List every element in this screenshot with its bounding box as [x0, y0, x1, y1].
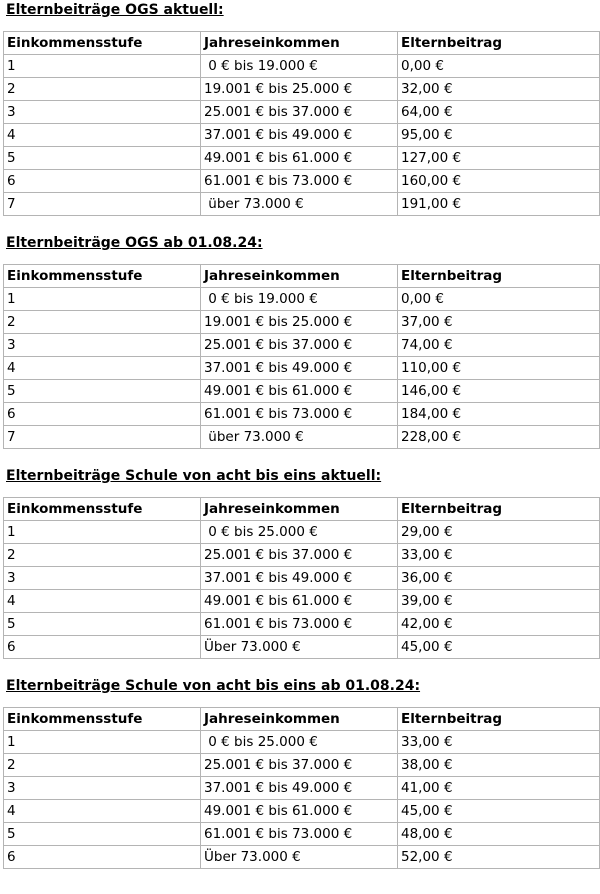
annual-income-cell: 49.001 € bis 61.000 € [201, 590, 398, 613]
income-level-cell: 6 [4, 403, 201, 426]
header-income-level: Einkommensstufe [4, 498, 201, 521]
header-parent-fee: Elternbeitrag [398, 498, 600, 521]
income-level-cell: 4 [4, 590, 201, 613]
table-row [4, 55, 600, 78]
parent-fee-cell: 184,00 € [398, 403, 600, 426]
table-row [4, 544, 600, 567]
header-income-level: Einkommensstufe [4, 708, 201, 731]
header-income-level: Einkommensstufe [4, 32, 201, 55]
income-level-cell: 3 [4, 777, 201, 800]
fee-table [3, 497, 600, 659]
parent-fee-cell: 48,00 € [398, 823, 600, 846]
table-row [4, 357, 600, 380]
fee-table [3, 707, 600, 869]
table-row [4, 78, 600, 101]
annual-income-cell: 61.001 € bis 73.000 € [201, 823, 398, 846]
parent-fee-cell: 38,00 € [398, 754, 600, 777]
table-row [4, 193, 600, 216]
section-title: Elternbeiträge Schule von acht bis eins aktuell: [6, 468, 382, 484]
income-level-cell: 7 [4, 193, 201, 216]
annual-income-cell: 19.001 € bis 25.000 € [201, 311, 398, 334]
table-row [4, 613, 600, 636]
section-title: Elternbeiträge OGS ab 01.08.24: [6, 235, 263, 251]
annual-income-cell: über 73.000 € [201, 426, 398, 449]
table-row [4, 521, 600, 544]
income-level-cell: 1 [4, 55, 201, 78]
header-annual-income: Jahreseinkommen [201, 498, 398, 521]
annual-income-cell: 61.001 € bis 73.000 € [201, 170, 398, 193]
annual-income-cell: 61.001 € bis 73.000 € [201, 403, 398, 426]
annual-income-cell: 49.001 € bis 61.000 € [201, 800, 398, 823]
annual-income-cell: 37.001 € bis 49.000 € [201, 357, 398, 380]
parent-fee-cell: 29,00 € [398, 521, 600, 544]
income-level-cell: 6 [4, 170, 201, 193]
table-row [4, 334, 600, 357]
parent-fee-cell: 33,00 € [398, 731, 600, 754]
fee-table [3, 31, 600, 216]
table-row [4, 823, 600, 846]
income-level-cell: 3 [4, 567, 201, 590]
annual-income-cell: 25.001 € bis 37.000 € [201, 334, 398, 357]
parent-fee-cell: 228,00 € [398, 426, 600, 449]
header-annual-income: Jahreseinkommen [201, 265, 398, 288]
income-level-cell: 6 [4, 846, 201, 869]
parent-fee-cell: 32,00 € [398, 78, 600, 101]
table-row [4, 101, 600, 124]
parent-fee-cell: 146,00 € [398, 380, 600, 403]
table-header-row [4, 708, 600, 731]
annual-income-cell: über 73.000 € [201, 193, 398, 216]
table-row [4, 170, 600, 193]
income-level-cell: 6 [4, 636, 201, 659]
annual-income-cell: 0 € bis 19.000 € [201, 55, 398, 78]
income-level-cell: 2 [4, 754, 201, 777]
parent-fee-cell: 64,00 € [398, 101, 600, 124]
annual-income-cell: 0 € bis 25.000 € [201, 521, 398, 544]
income-level-cell: 5 [4, 613, 201, 636]
table-row [4, 124, 600, 147]
parent-fee-cell: 127,00 € [398, 147, 600, 170]
table-row [4, 567, 600, 590]
header-annual-income: Jahreseinkommen [201, 708, 398, 731]
income-level-cell: 2 [4, 544, 201, 567]
income-level-cell: 4 [4, 124, 201, 147]
income-level-cell: 5 [4, 380, 201, 403]
income-level-cell: 5 [4, 823, 201, 846]
income-level-cell: 4 [4, 357, 201, 380]
parent-fee-cell: 33,00 € [398, 544, 600, 567]
section-title: Elternbeiträge OGS aktuell: [6, 2, 224, 18]
parent-fee-cell: 39,00 € [398, 590, 600, 613]
annual-income-cell: 37.001 € bis 49.000 € [201, 124, 398, 147]
parent-fee-cell: 37,00 € [398, 311, 600, 334]
annual-income-cell: 49.001 € bis 61.000 € [201, 380, 398, 403]
annual-income-cell: 19.001 € bis 25.000 € [201, 78, 398, 101]
table-header-row [4, 498, 600, 521]
header-annual-income: Jahreseinkommen [201, 32, 398, 55]
income-level-cell: 5 [4, 147, 201, 170]
fee-table [3, 264, 600, 449]
annual-income-cell: Über 73.000 € [201, 846, 398, 869]
annual-income-cell: Über 73.000 € [201, 636, 398, 659]
annual-income-cell: 25.001 € bis 37.000 € [201, 544, 398, 567]
parent-fee-cell: 52,00 € [398, 846, 600, 869]
parent-fee-cell: 74,00 € [398, 334, 600, 357]
table-row [4, 636, 600, 659]
annual-income-cell: 61.001 € bis 73.000 € [201, 613, 398, 636]
income-level-cell: 7 [4, 426, 201, 449]
table-row [4, 731, 600, 754]
table-row [4, 754, 600, 777]
income-level-cell: 1 [4, 521, 201, 544]
annual-income-cell: 37.001 € bis 49.000 € [201, 777, 398, 800]
parent-fee-cell: 160,00 € [398, 170, 600, 193]
parent-fee-cell: 191,00 € [398, 193, 600, 216]
table-row [4, 846, 600, 869]
table-row [4, 403, 600, 426]
table-row [4, 288, 600, 311]
income-level-cell: 2 [4, 78, 201, 101]
parent-fee-cell: 45,00 € [398, 636, 600, 659]
parent-fee-cell: 95,00 € [398, 124, 600, 147]
income-level-cell: 3 [4, 101, 201, 124]
parent-fee-cell: 42,00 € [398, 613, 600, 636]
header-income-level: Einkommensstufe [4, 265, 201, 288]
income-level-cell: 3 [4, 334, 201, 357]
income-level-cell: 1 [4, 731, 201, 754]
parent-fee-cell: 41,00 € [398, 777, 600, 800]
table-row [4, 311, 600, 334]
annual-income-cell: 25.001 € bis 37.000 € [201, 754, 398, 777]
table-row [4, 800, 600, 823]
parent-fee-cell: 0,00 € [398, 288, 600, 311]
annual-income-cell: 0 € bis 19.000 € [201, 288, 398, 311]
section-title: Elternbeiträge Schule von acht bis eins ab 01.08.24: [6, 678, 421, 694]
table-row [4, 147, 600, 170]
income-level-cell: 1 [4, 288, 201, 311]
table-header-row [4, 32, 600, 55]
header-parent-fee: Elternbeitrag [398, 708, 600, 731]
annual-income-cell: 49.001 € bis 61.000 € [201, 147, 398, 170]
header-parent-fee: Elternbeitrag [398, 265, 600, 288]
table-header-row [4, 265, 600, 288]
parent-fee-cell: 0,00 € [398, 55, 600, 78]
table-row [4, 380, 600, 403]
annual-income-cell: 25.001 € bis 37.000 € [201, 101, 398, 124]
table-row [4, 777, 600, 800]
header-parent-fee: Elternbeitrag [398, 32, 600, 55]
income-level-cell: 2 [4, 311, 201, 334]
table-row [4, 426, 600, 449]
parent-fee-cell: 110,00 € [398, 357, 600, 380]
income-level-cell: 4 [4, 800, 201, 823]
parent-fee-cell: 45,00 € [398, 800, 600, 823]
annual-income-cell: 0 € bis 25.000 € [201, 731, 398, 754]
table-row [4, 590, 600, 613]
annual-income-cell: 37.001 € bis 49.000 € [201, 567, 398, 590]
parent-fee-cell: 36,00 € [398, 567, 600, 590]
